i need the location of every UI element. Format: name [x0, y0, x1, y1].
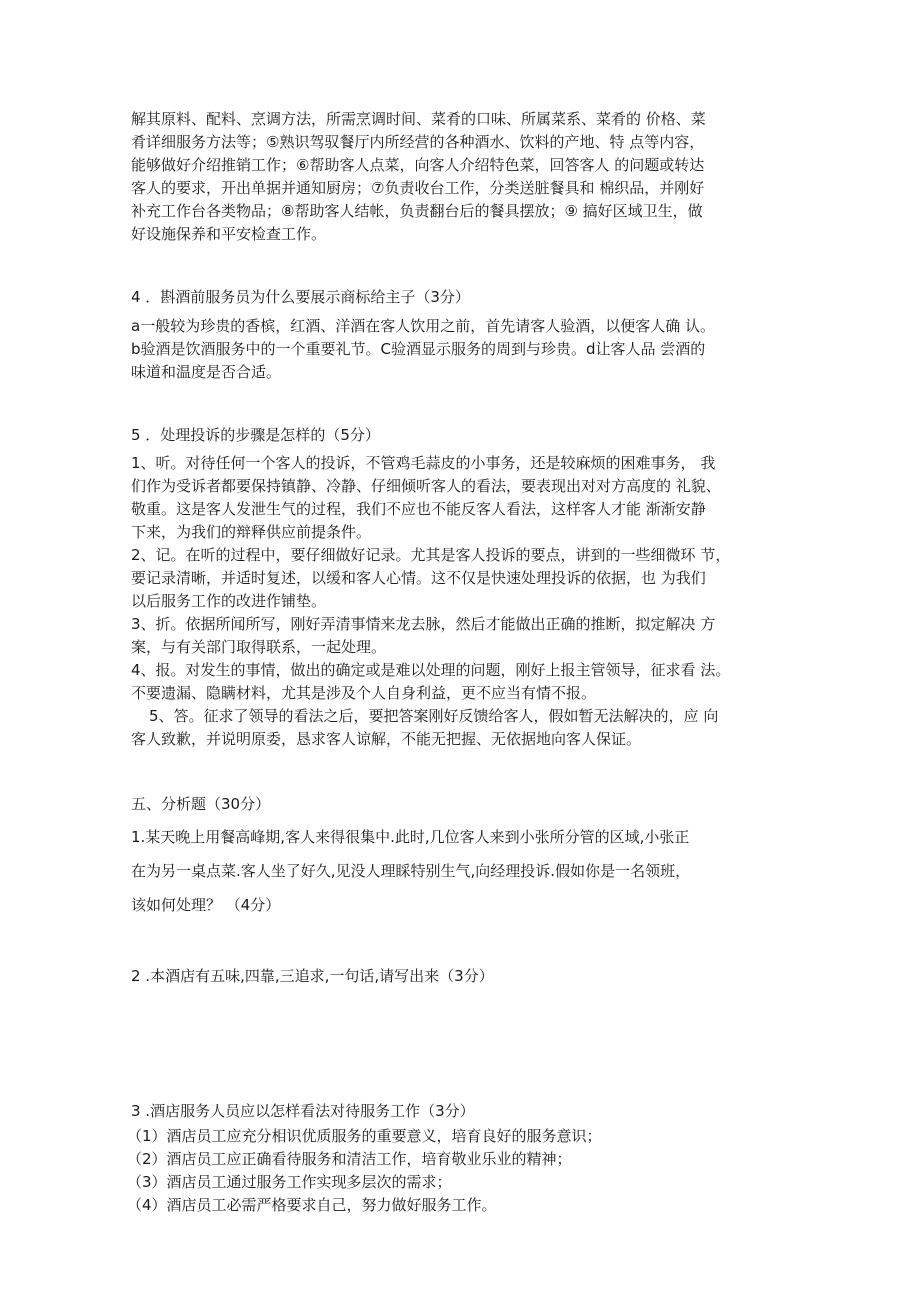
analysis-q2-title: 2 .本酒店有五味,四靠,三追求,一句话,请写出来（3分） — [131, 967, 494, 985]
text-line: a一般较为珍贵的香槟，红酒、洋酒在客人饮用之前，首先请客人验酒，以便客人确 认。 — [131, 317, 715, 335]
text-line: 4、报。对发生的事情，做出的确定或是难以处理的问题，刚好上报主管领导，征求看 法。 — [131, 661, 731, 679]
text-line: 5、答。征求了领导的看法之后，要把答案刚好反馈给客人，假如暂无法解决的，应 向 — [149, 707, 719, 725]
text-line: 要记录清晰，并适时复述，以缓和客人心情。这不仅是快速处理投诉的依据，也 为我们 — [131, 569, 706, 587]
question-5-answer — [131, 452, 801, 751]
analysis-q1-line: 在为另一桌点菜.客人坐了好久,见没人理睬特别生气,向经理投诉.假如你是一名领班， — [131, 862, 691, 880]
text-line: 补充工作台各类物品；⑧帮助客人结帐，负责翻台后的餐具摆放；⑨ 搞好区域卫生，做 — [131, 202, 703, 220]
text-line: 敬重。这是客人发泄生气的过程，我们不应也不能反客人看法，这样客人才能 渐渐安静 — [131, 500, 706, 518]
list-item: （2）酒店员工应正确看待服务和清洁工作，培育敬业乐业的精神； — [127, 1150, 572, 1168]
text-line: 解其原料、配料、烹调方法，所需烹调时间、菜肴的口味、所属菜系、菜肴的 价格、菜 — [131, 110, 706, 128]
analysis-q3-title: 3 .酒店服务人员应以怎样看法对待服务工作（3分） — [131, 1102, 475, 1120]
section-5-title: 五、分析题（30分） — [131, 795, 271, 813]
text-line: 肴详细服务方法等；⑤熟识驾驭餐厅内所经营的各种酒水、饮料的产地、特 点等内容， — [131, 133, 705, 151]
text-line: 好设施保养和平安检查工作。 — [131, 225, 327, 243]
analysis-q1-line: 该如何处理？ （4分） — [131, 896, 281, 914]
text-line: 能够做好介绍推销工作；⑥帮助客人点菜，向客人介绍特色菜，回答客人 的问题或转达 — [131, 156, 705, 174]
text-line: 客人的要求，开出单据并通知厨房；⑦负责收台工作，分类送脏餐具和 棉织品，并刚好 — [131, 179, 705, 197]
text-line: 下来，为我们的辩释供应前提条件。 — [131, 523, 372, 541]
text-line: 1、听。对待任何一个客人的投诉，不管鸡毛蒜皮的小事务，还是较麻烦的困难事务， 我 — [131, 454, 716, 472]
question-4-title: 4 ．斟酒前服务员为什么要展示商标给主子（3分） — [131, 288, 470, 306]
analysis-q1-line: 1.某天晚上用餐高峰期,客人来得很集中.此时,几位客人来到小张所分管的区域,小张正 — [131, 828, 690, 846]
question-5-title: 5 ．处理投诉的步骤是怎样的（5分） — [131, 426, 380, 444]
text-line: 3、折。依据所闻所写，刚好弄清事情来龙去脉，然后才能做出正确的推断，拟定解决 方 — [131, 615, 716, 633]
intro-paragraph — [131, 108, 801, 246]
analysis-q3-answer — [127, 1125, 797, 1217]
list-item: （1）酒店员工应充分相识优质服务的重要意义，培育良好的服务意识； — [127, 1127, 602, 1145]
text-line: 客人致歉，并说明原委，恳求客人谅解，不能无把握、无依据地向客人保证。 — [131, 730, 642, 748]
list-item: （3）酒店员工通过服务工作实现多层次的需求； — [127, 1173, 452, 1191]
text-line: 们作为受诉者都要保持镇静、冷静、仔细倾听客人的看法，要表现出对对方高度的 礼貌、 — [131, 477, 721, 495]
text-line: 案，与有关部门取得联系，一起处理。 — [131, 638, 387, 656]
question-4-answer — [131, 315, 801, 384]
text-line: 2、记。在听的过程中，要仔细做好记录。尤其是客人投诉的要点，讲到的一些细微环 节， — [131, 546, 731, 564]
list-item: （4）酒店员工必需严格要求自己，努力做好服务工作。 — [127, 1196, 497, 1214]
text-line: 不要遗漏、隐瞒材料，尤其是涉及个人自身利益，更不应当有情不报。 — [131, 684, 597, 702]
text-line: 味道和温度是否合适。 — [131, 363, 282, 381]
text-line: 以后服务工作的改进作铺垫。 — [131, 592, 327, 610]
text-line: b验酒是饮酒服务中的一个重要礼节。C验酒显示服务的周到与珍贵。d让客人品 尝酒的 — [131, 340, 706, 358]
